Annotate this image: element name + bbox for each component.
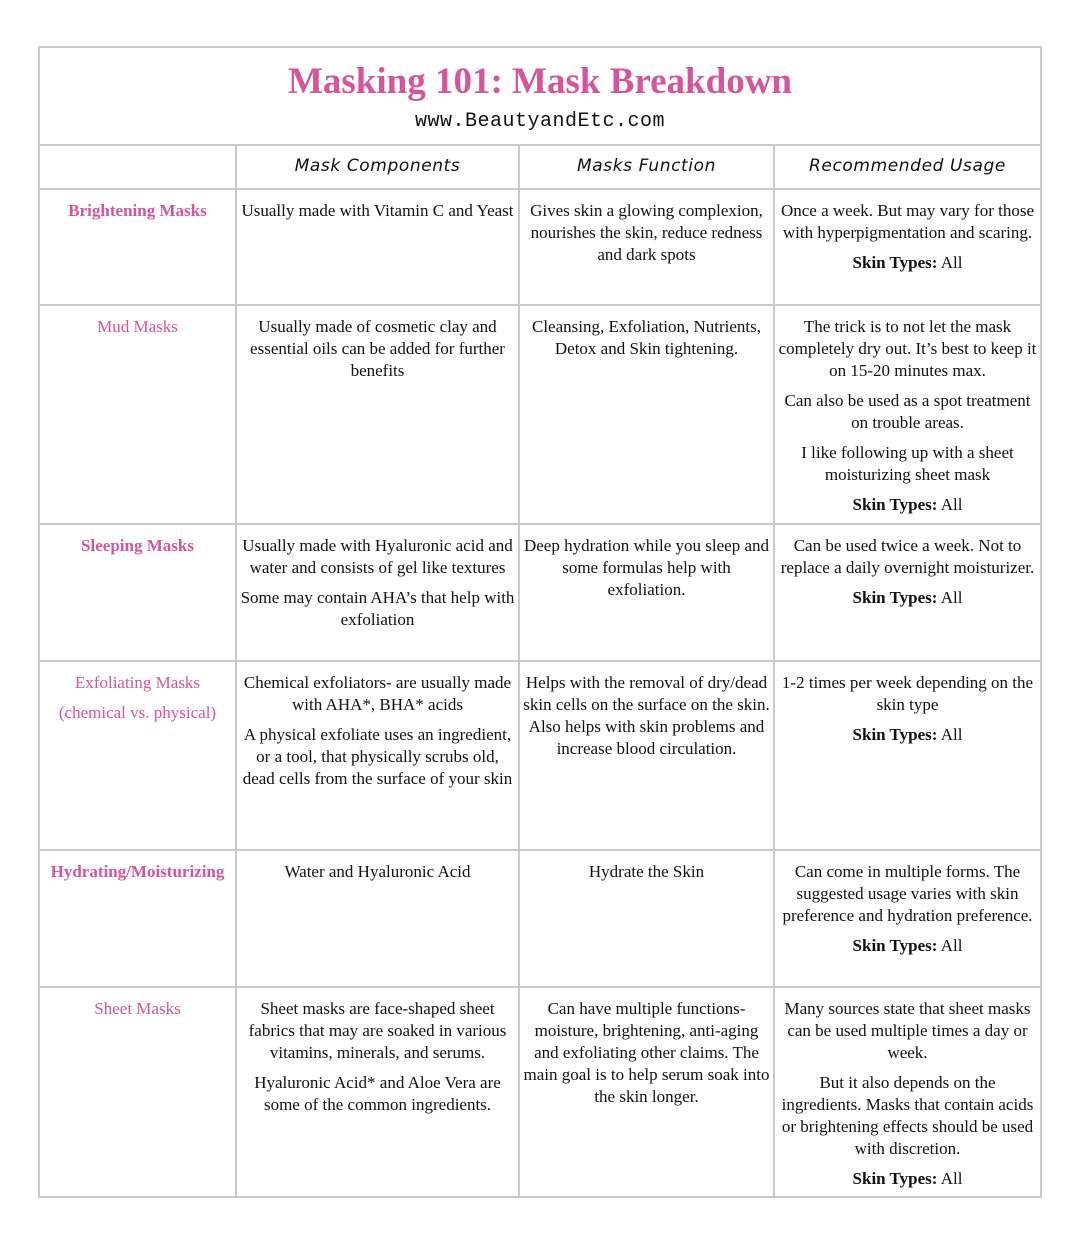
row-label-mud — [40, 305, 236, 524]
usage-text: Many sources state that sheet masks can be used multiple times a day or week. — [784, 999, 1031, 1062]
components-text: Water and Hyaluronic Acid — [284, 862, 471, 881]
table-row — [40, 189, 1040, 305]
skin-types — [778, 494, 1037, 516]
usage-text-2: But it also depends on the ingredients. Masks that contain acids or brightening effects should be used with discretion. — [781, 1073, 1034, 1158]
row-label-subtitle: (chemical vs. physical) — [58, 703, 217, 722]
row-label: Sleeping Masks — [81, 536, 194, 555]
skin-types-value: All — [940, 936, 963, 955]
column-header-components: Mask Components — [236, 144, 519, 189]
function-cell — [519, 850, 774, 987]
components-text-2: Some may contain AHA’s that help with exfoliation — [240, 588, 515, 629]
components-text-2: Hyaluronic Acid* and Aloe Vera are some of the common ingredients. — [254, 1073, 501, 1114]
page-title: Masking 101: Mask Breakdown — [287, 61, 793, 102]
row-label-exfoliating — [40, 661, 236, 850]
components-text: Chemical exfoliators- are usually made with AHA*, BHA* acids — [243, 673, 512, 714]
components-cell — [236, 305, 519, 524]
skin-types-label: Skin Types: — [852, 588, 938, 607]
skin-types — [778, 724, 1037, 746]
components-cell — [236, 189, 519, 305]
row-label-hydrating — [40, 850, 236, 987]
table-row — [40, 987, 1040, 1196]
usage-text: 1-2 times per week depending on the skin type — [781, 673, 1034, 714]
function-text: Hydrate the Skin — [588, 862, 705, 881]
skin-types — [778, 587, 1037, 609]
usage-cell — [774, 850, 1040, 987]
skin-types — [778, 1168, 1037, 1190]
column-header-blank — [40, 144, 236, 189]
usage-text-3: I like following up with a sheet moisturizing sheet mask — [801, 443, 1014, 484]
usage-cell — [774, 987, 1040, 1196]
usage-cell — [774, 661, 1040, 850]
components-text: Usually made of cosmetic clay and essential oils can be added for further benefits — [250, 317, 505, 380]
function-text: Can have multiple functions- moisture, brightening, anti-aging and exfoliating other claims. The main goal is to help serum soak into the skin longer. — [523, 999, 770, 1106]
table-row — [40, 305, 1040, 524]
skin-types-label: Skin Types: — [852, 1169, 938, 1188]
function-text: Helps with the removal of dry/dead skin cells on the surface on the skin. Also helps with skin problems and increase blood circulation. — [523, 673, 770, 758]
function-text: Deep hydration while you sleep and some formulas help with exfoliation. — [523, 536, 769, 599]
function-text: Cleansing, Exfoliation, Nutrients, Detox and Skin tightening. — [532, 317, 761, 358]
function-text: Gives skin a glowing complexion, nourishes the skin, reduce redness and dark spots — [530, 201, 763, 264]
usage-text-2: Can also be used as a spot treatment on trouble areas. — [784, 391, 1031, 432]
usage-cell — [774, 189, 1040, 305]
mask-table — [40, 144, 1040, 1196]
components-cell — [236, 987, 519, 1196]
usage-cell — [774, 305, 1040, 524]
row-label-sheet — [40, 987, 236, 1196]
skin-types-value: All — [940, 588, 963, 607]
row-label: Hydrating/Moisturizing — [50, 862, 225, 881]
row-label: Brightening Masks — [68, 201, 207, 220]
skin-types-label: Skin Types: — [852, 936, 938, 955]
website-url: www.BeautyandEtc.com — [414, 110, 666, 133]
usage-cell — [774, 524, 1040, 661]
table-row — [40, 524, 1040, 661]
row-label-sleeping — [40, 524, 236, 661]
skin-types-label: Skin Types: — [852, 495, 938, 514]
components-text-2: A physical exfoliate uses an ingredient, or a tool, that physically scrubs old, dead cells from the surface of your skin — [242, 725, 513, 788]
components-cell — [236, 661, 519, 850]
table-row — [40, 850, 1040, 987]
function-cell — [519, 987, 774, 1196]
mask-breakdown-chart — [38, 46, 1042, 1198]
column-header-usage: Recommended Usage — [774, 144, 1040, 189]
skin-types — [778, 935, 1037, 957]
table-header-row — [40, 144, 1040, 189]
skin-types — [778, 252, 1037, 274]
column-header-function: Masks Function — [519, 144, 774, 189]
usage-text: The trick is to not let the mask completely dry out. It’s best to keep it on 15-20 minutes max. — [778, 317, 1037, 380]
skin-types-value: All — [940, 253, 963, 272]
row-label: Sheet Masks — [94, 999, 181, 1018]
skin-types-value: All — [940, 495, 963, 514]
function-cell — [519, 661, 774, 850]
components-cell — [236, 850, 519, 987]
function-cell — [519, 524, 774, 661]
title-block — [40, 48, 1040, 146]
components-cell — [236, 524, 519, 661]
row-label-brightening — [40, 189, 236, 305]
usage-text: Once a week. But may vary for those with hyperpigmentation and scaring. — [780, 201, 1035, 242]
skin-types-value: All — [940, 1169, 963, 1188]
components-text: Sheet masks are face-shaped sheet fabrics that may are soaked in various vitamins, minerals, and serums. — [248, 999, 507, 1062]
usage-text: Can be used twice a week. Not to replace a daily overnight moisturizer. — [780, 536, 1035, 577]
skin-types-value: All — [940, 725, 963, 744]
usage-text: Can come in multiple forms. The suggested usage varies with skin preference and hydration preference. — [782, 862, 1033, 925]
row-label: Mud Masks — [97, 317, 178, 336]
components-text: Usually made with Vitamin C and Yeast — [241, 201, 514, 220]
row-label: Exfoliating Masks — [74, 673, 201, 692]
function-cell — [519, 189, 774, 305]
skin-types-label: Skin Types: — [852, 253, 938, 272]
function-cell — [519, 305, 774, 524]
table-row — [40, 661, 1040, 850]
components-text: Usually made with Hyaluronic acid and water and consists of gel like textures — [242, 536, 513, 577]
skin-types-label: Skin Types: — [852, 725, 938, 744]
